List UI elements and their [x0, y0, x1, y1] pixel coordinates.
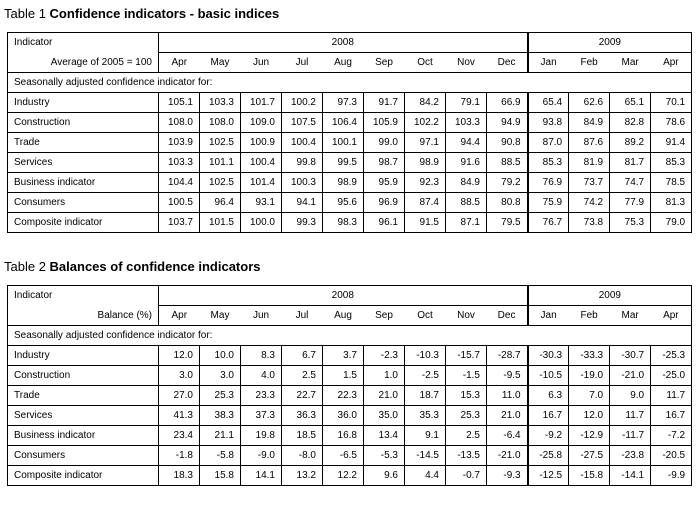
- table-row: [8, 386, 692, 406]
- cell-value: -21.0: [487, 446, 528, 466]
- cell-value: 98.3: [323, 213, 364, 233]
- cell-value: 100.5: [159, 193, 200, 213]
- table-row: [8, 93, 692, 113]
- cell-value: 13.2: [282, 466, 323, 486]
- month-header: May: [200, 53, 241, 73]
- cell-value: 91.5: [405, 213, 446, 233]
- cell-value: 15.8: [200, 466, 241, 486]
- cell-value: -9.2: [528, 426, 569, 446]
- cell-value: 41.3: [159, 406, 200, 426]
- header-row-months: [8, 53, 692, 73]
- cell-value: -1.5: [446, 366, 487, 386]
- year-header: 2009: [528, 33, 692, 53]
- cell-value: 11.7: [610, 406, 651, 426]
- unit-header: Balance (%): [8, 306, 159, 326]
- cell-value: 96.1: [364, 213, 405, 233]
- cell-value: -6.4: [487, 426, 528, 446]
- section-row: [8, 326, 692, 346]
- cell-value: 101.5: [200, 213, 241, 233]
- year-header: 2008: [159, 33, 528, 53]
- cell-value: 99.8: [282, 153, 323, 173]
- cell-value: 100.3: [282, 173, 323, 193]
- row-label: Consumers: [8, 193, 159, 213]
- cell-value: -0.7: [446, 466, 487, 486]
- cell-value: -25.0: [651, 366, 692, 386]
- cell-value: 23.4: [159, 426, 200, 446]
- cell-value: -9.0: [241, 446, 282, 466]
- cell-value: 79.5: [487, 213, 528, 233]
- cell-value: 8.3: [241, 346, 282, 366]
- cell-value: -27.5: [569, 446, 610, 466]
- cell-value: 1.0: [364, 366, 405, 386]
- table-row: [8, 173, 692, 193]
- month-header: Dec: [487, 53, 528, 73]
- table2-title: [4, 259, 261, 274]
- cell-value: -12.5: [528, 466, 569, 486]
- cell-value: -12.9: [569, 426, 610, 446]
- cell-value: 84.9: [446, 173, 487, 193]
- cell-value: 9.6: [364, 466, 405, 486]
- cell-value: -2.3: [364, 346, 405, 366]
- table-row: [8, 213, 692, 233]
- cell-value: 3.0: [200, 366, 241, 386]
- cell-value: -9.9: [651, 466, 692, 486]
- cell-value: 81.3: [651, 193, 692, 213]
- cell-value: 22.3: [323, 386, 364, 406]
- month-header: Oct: [405, 306, 446, 326]
- indicator-header: Indicator: [8, 286, 159, 306]
- cell-value: -28.7: [487, 346, 528, 366]
- cell-value: -1.8: [159, 446, 200, 466]
- cell-value: 16.8: [323, 426, 364, 446]
- row-label: Construction: [8, 113, 159, 133]
- cell-value: 78.5: [651, 173, 692, 193]
- cell-value: 16.7: [651, 406, 692, 426]
- row-label: Construction: [8, 366, 159, 386]
- cell-value: 22.7: [282, 386, 323, 406]
- cell-value: 13.4: [364, 426, 405, 446]
- cell-value: 84.2: [405, 93, 446, 113]
- cell-value: -8.0: [282, 446, 323, 466]
- year-header: 2008: [159, 286, 528, 306]
- cell-value: 21.0: [364, 386, 405, 406]
- cell-value: -11.7: [610, 426, 651, 446]
- section-label: Seasonally adjusted confidence indicator for:: [8, 73, 528, 93]
- month-header: Apr: [159, 53, 200, 73]
- month-header: Mar: [610, 53, 651, 73]
- cell-value: 77.9: [610, 193, 651, 213]
- cell-value: -20.5: [651, 446, 692, 466]
- section-filler: [528, 326, 692, 346]
- cell-value: 79.1: [446, 93, 487, 113]
- cell-value: 23.3: [241, 386, 282, 406]
- cell-value: 84.9: [569, 113, 610, 133]
- cell-value: 100.4: [282, 133, 323, 153]
- cell-value: 18.5: [282, 426, 323, 446]
- cell-value: 36.3: [282, 406, 323, 426]
- cell-value: -5.3: [364, 446, 405, 466]
- row-label: Business indicator: [8, 426, 159, 446]
- table1-title-prefix: Table 1: [4, 6, 46, 21]
- cell-value: 98.9: [405, 153, 446, 173]
- table-row: [8, 426, 692, 446]
- cell-value: 62.6: [569, 93, 610, 113]
- cell-value: 100.1: [323, 133, 364, 153]
- cell-value: 107.5: [282, 113, 323, 133]
- cell-value: 92.3: [405, 173, 446, 193]
- header-row-years: [8, 286, 692, 306]
- row-label: Trade: [8, 133, 159, 153]
- cell-value: -30.3: [528, 346, 569, 366]
- cell-value: -33.3: [569, 346, 610, 366]
- month-header: Jan: [528, 306, 569, 326]
- cell-value: 2.5: [282, 366, 323, 386]
- year-header: 2009: [528, 286, 692, 306]
- cell-value: 12.2: [323, 466, 364, 486]
- cell-value: 21.1: [200, 426, 241, 446]
- cell-value: 100.4: [241, 153, 282, 173]
- month-header: Jun: [241, 53, 282, 73]
- month-header: Apr: [159, 306, 200, 326]
- cell-value: 91.7: [364, 93, 405, 113]
- cell-value: 81.9: [569, 153, 610, 173]
- month-header: Apr: [651, 306, 692, 326]
- cell-value: 76.7: [528, 213, 569, 233]
- cell-value: 21.0: [487, 406, 528, 426]
- cell-value: 93.1: [241, 193, 282, 213]
- cell-value: -10.5: [528, 366, 569, 386]
- cell-value: 74.2: [569, 193, 610, 213]
- table2: [7, 285, 692, 486]
- cell-value: 35.3: [405, 406, 446, 426]
- cell-value: 12.0: [569, 406, 610, 426]
- cell-value: 6.3: [528, 386, 569, 406]
- cell-value: 103.9: [159, 133, 200, 153]
- month-header: Jun: [241, 306, 282, 326]
- cell-value: 91.6: [446, 153, 487, 173]
- month-header: Nov: [446, 306, 487, 326]
- table1-title: [4, 6, 279, 21]
- cell-value: 4.0: [241, 366, 282, 386]
- cell-value: 108.0: [159, 113, 200, 133]
- cell-value: 78.6: [651, 113, 692, 133]
- cell-value: 3.0: [159, 366, 200, 386]
- row-label: Trade: [8, 386, 159, 406]
- cell-value: 94.9: [487, 113, 528, 133]
- cell-value: -9.5: [487, 366, 528, 386]
- cell-value: 10.0: [200, 346, 241, 366]
- cell-value: 75.9: [528, 193, 569, 213]
- cell-value: -30.7: [610, 346, 651, 366]
- cell-value: 65.1: [610, 93, 651, 113]
- month-header: Nov: [446, 53, 487, 73]
- cell-value: 18.3: [159, 466, 200, 486]
- cell-value: 91.4: [651, 133, 692, 153]
- table-row: [8, 113, 692, 133]
- indicator-header: Indicator: [8, 33, 159, 53]
- row-label: Industry: [8, 93, 159, 113]
- cell-value: 95.6: [323, 193, 364, 213]
- table-row: [8, 346, 692, 366]
- table2-title-prefix: Table 2: [4, 259, 46, 274]
- cell-value: -10.3: [405, 346, 446, 366]
- cell-value: 70.1: [651, 93, 692, 113]
- cell-value: -14.1: [610, 466, 651, 486]
- cell-value: 94.1: [282, 193, 323, 213]
- cell-value: -13.5: [446, 446, 487, 466]
- cell-value: 100.0: [241, 213, 282, 233]
- cell-value: 18.7: [405, 386, 446, 406]
- cell-value: -5.8: [200, 446, 241, 466]
- month-header: Sep: [364, 306, 405, 326]
- cell-value: 85.3: [651, 153, 692, 173]
- cell-value: 85.3: [528, 153, 569, 173]
- cell-value: 11.0: [487, 386, 528, 406]
- cell-value: -7.2: [651, 426, 692, 446]
- cell-value: 27.0: [159, 386, 200, 406]
- cell-value: 102.5: [200, 173, 241, 193]
- cell-value: 6.7: [282, 346, 323, 366]
- cell-value: 7.0: [569, 386, 610, 406]
- cell-value: 74.7: [610, 173, 651, 193]
- cell-value: 98.9: [323, 173, 364, 193]
- cell-value: 103.7: [159, 213, 200, 233]
- cell-value: 87.1: [446, 213, 487, 233]
- table-row: [8, 466, 692, 486]
- cell-value: -25.8: [528, 446, 569, 466]
- month-header: May: [200, 306, 241, 326]
- cell-value: 102.5: [200, 133, 241, 153]
- unit-header: Average of 2005 = 100: [8, 53, 159, 73]
- header-row-months: [8, 306, 692, 326]
- cell-value: 99.3: [282, 213, 323, 233]
- cell-value: 100.9: [241, 133, 282, 153]
- cell-value: 80.8: [487, 193, 528, 213]
- cell-value: 87.4: [405, 193, 446, 213]
- cell-value: 98.7: [364, 153, 405, 173]
- cell-value: 93.8: [528, 113, 569, 133]
- cell-value: 9.1: [405, 426, 446, 446]
- cell-value: -21.0: [610, 366, 651, 386]
- row-label: Services: [8, 406, 159, 426]
- month-header: Aug: [323, 53, 364, 73]
- cell-value: 73.7: [569, 173, 610, 193]
- cell-value: 15.3: [446, 386, 487, 406]
- cell-value: 97.3: [323, 93, 364, 113]
- section-label: Seasonally adjusted confidence indicator for:: [8, 326, 528, 346]
- table-row: [8, 193, 692, 213]
- table2-title-text: Balances of confidence indicators: [49, 259, 261, 274]
- table-row: [8, 446, 692, 466]
- cell-value: 2.5: [446, 426, 487, 446]
- cell-value: -6.5: [323, 446, 364, 466]
- month-header: Feb: [569, 306, 610, 326]
- cell-value: 87.6: [569, 133, 610, 153]
- cell-value: 19.8: [241, 426, 282, 446]
- cell-value: 97.1: [405, 133, 446, 153]
- cell-value: 99.5: [323, 153, 364, 173]
- cell-value: 11.7: [651, 386, 692, 406]
- table-row: [8, 153, 692, 173]
- cell-value: 108.0: [200, 113, 241, 133]
- cell-value: 96.9: [364, 193, 405, 213]
- table1-title-text: Confidence indicators - basic indices: [49, 6, 280, 21]
- cell-value: 101.7: [241, 93, 282, 113]
- table-row: [8, 406, 692, 426]
- cell-value: 36.0: [323, 406, 364, 426]
- cell-value: 102.2: [405, 113, 446, 133]
- cell-value: 75.3: [610, 213, 651, 233]
- cell-value: -25.3: [651, 346, 692, 366]
- cell-value: 87.0: [528, 133, 569, 153]
- header-row-years: [8, 33, 692, 53]
- month-header: Dec: [487, 306, 528, 326]
- cell-value: -9.3: [487, 466, 528, 486]
- cell-value: 65.4: [528, 93, 569, 113]
- cell-value: 16.7: [528, 406, 569, 426]
- cell-value: 73.8: [569, 213, 610, 233]
- cell-value: 90.8: [487, 133, 528, 153]
- cell-value: 14.1: [241, 466, 282, 486]
- month-header: Feb: [569, 53, 610, 73]
- cell-value: 101.4: [241, 173, 282, 193]
- row-label: Composite indicator: [8, 466, 159, 486]
- cell-value: 96.4: [200, 193, 241, 213]
- table-row: [8, 133, 692, 153]
- month-header: Jul: [282, 53, 323, 73]
- section-row: [8, 73, 692, 93]
- cell-value: 12.0: [159, 346, 200, 366]
- row-label: Industry: [8, 346, 159, 366]
- cell-value: 103.3: [159, 153, 200, 173]
- cell-value: 106.4: [323, 113, 364, 133]
- cell-value: 109.0: [241, 113, 282, 133]
- cell-value: -14.5: [405, 446, 446, 466]
- month-header: Jan: [528, 53, 569, 73]
- cell-value: 103.3: [446, 113, 487, 133]
- month-header: Sep: [364, 53, 405, 73]
- cell-value: 81.7: [610, 153, 651, 173]
- cell-value: -23.8: [610, 446, 651, 466]
- cell-value: 3.7: [323, 346, 364, 366]
- cell-value: 95.9: [364, 173, 405, 193]
- cell-value: 82.8: [610, 113, 651, 133]
- cell-value: 37.3: [241, 406, 282, 426]
- month-header: Mar: [610, 306, 651, 326]
- cell-value: 9.0: [610, 386, 651, 406]
- cell-value: -19.0: [569, 366, 610, 386]
- row-label: Consumers: [8, 446, 159, 466]
- cell-value: 35.0: [364, 406, 405, 426]
- month-header: Aug: [323, 306, 364, 326]
- cell-value: 4.4: [405, 466, 446, 486]
- cell-value: 1.5: [323, 366, 364, 386]
- cell-value: 89.2: [610, 133, 651, 153]
- row-label: Business indicator: [8, 173, 159, 193]
- cell-value: -15.7: [446, 346, 487, 366]
- cell-value: 38.3: [200, 406, 241, 426]
- cell-value: 103.3: [200, 93, 241, 113]
- row-label: Services: [8, 153, 159, 173]
- month-header: Oct: [405, 53, 446, 73]
- table1: [7, 32, 692, 233]
- cell-value: 25.3: [200, 386, 241, 406]
- row-label: Composite indicator: [8, 213, 159, 233]
- cell-value: 88.5: [487, 153, 528, 173]
- cell-value: 88.5: [446, 193, 487, 213]
- cell-value: 104.4: [159, 173, 200, 193]
- cell-value: 101.1: [200, 153, 241, 173]
- month-header: Jul: [282, 306, 323, 326]
- cell-value: 76.9: [528, 173, 569, 193]
- cell-value: 105.9: [364, 113, 405, 133]
- cell-value: -15.8: [569, 466, 610, 486]
- cell-value: 99.0: [364, 133, 405, 153]
- section-filler: [528, 73, 692, 93]
- cell-value: 94.4: [446, 133, 487, 153]
- cell-value: 25.3: [446, 406, 487, 426]
- cell-value: -2.5: [405, 366, 446, 386]
- table-row: [8, 366, 692, 386]
- cell-value: 79.2: [487, 173, 528, 193]
- cell-value: 105.1: [159, 93, 200, 113]
- cell-value: 66.9: [487, 93, 528, 113]
- cell-value: 79.0: [651, 213, 692, 233]
- cell-value: 100.2: [282, 93, 323, 113]
- month-header: Apr: [651, 53, 692, 73]
